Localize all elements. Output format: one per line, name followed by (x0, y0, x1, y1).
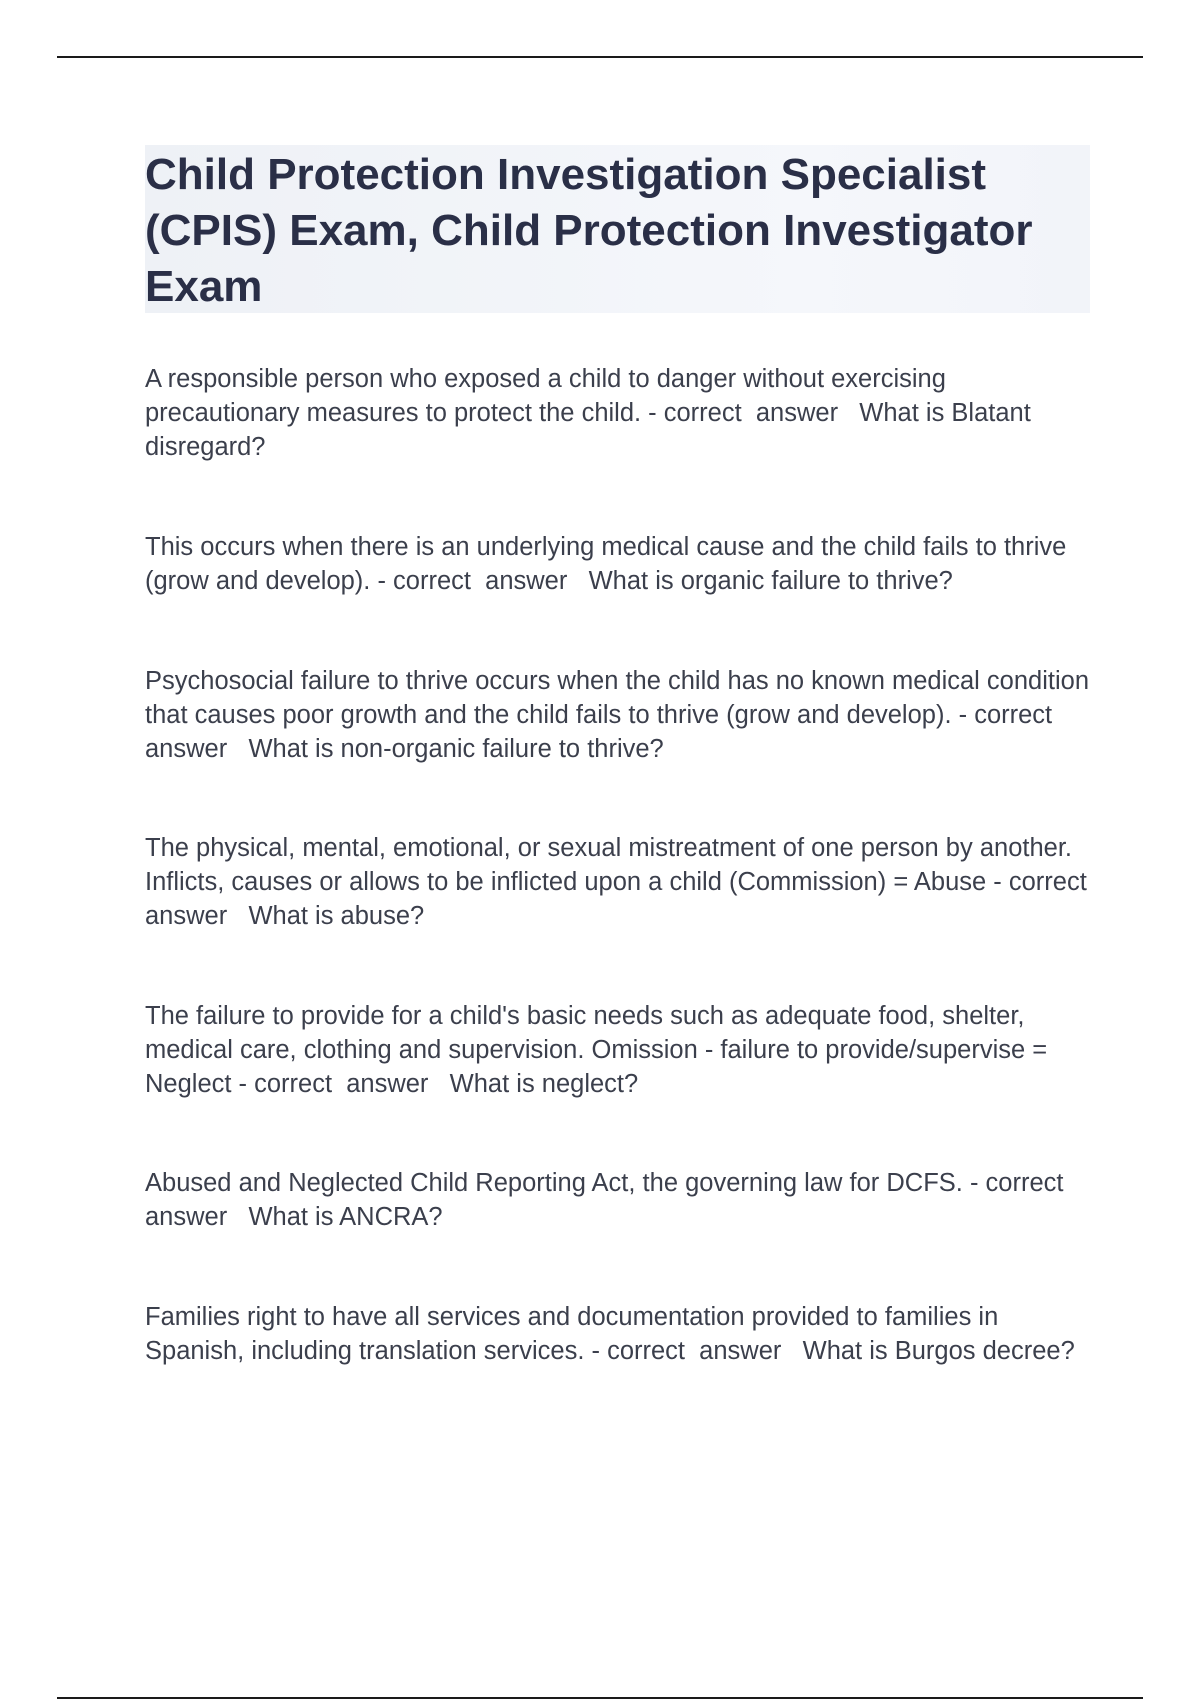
qa-item-ancra: Abused and Neglected Child Reporting Act, the governing law for DCFS. - correct answer What is ANCRA? (145, 1169, 1078, 1231)
title-block (145, 145, 1090, 313)
qa-item-non-organic-failure: Psychosocial failure to thrive occurs when the child has no known medical condition that causes poor growth and the child fails to thrive (grow and develop). - correct answer What is non-organic failure to thrive? (145, 667, 1097, 763)
qa-item-blatant-disregard: A responsible person who exposed a child to danger without exercising precautionary measures to protect the child. - correct answer What is Blatant disregard? (145, 365, 1038, 461)
qa-item-organic-failure: This occurs when there is an underlying medical cause and the child fails to thrive (grow and develop). - correct answer What is organic failure to thrive? (145, 533, 1074, 595)
footer-rule (57, 1697, 1143, 1699)
document-title: Child Protection Investigation Specialist (CPIS) Exam, Child Protection Investigator Exam (145, 150, 1033, 311)
qa-item-burgos-decree: Families right to have all services and documentation provided to families in Spanish, including translation services. - correct answer What is Burgos decree? (145, 1303, 1075, 1365)
header-rule (57, 56, 1143, 58)
qa-item-abuse: The physical, mental, emotional, or sexual mistreatment of one person by another. Inflicts, causes or allows to be inflicted upon a child (Commission) = Abuse - correct answer What is abuse? (145, 834, 1101, 930)
qa-item-neglect: The failure to provide for a child's basic needs such as adequate food, shelter, medical care, clothing and supervision. Omission - failure to provide/supervise = Neglect - correct answer What is neglect? (145, 1002, 1055, 1098)
